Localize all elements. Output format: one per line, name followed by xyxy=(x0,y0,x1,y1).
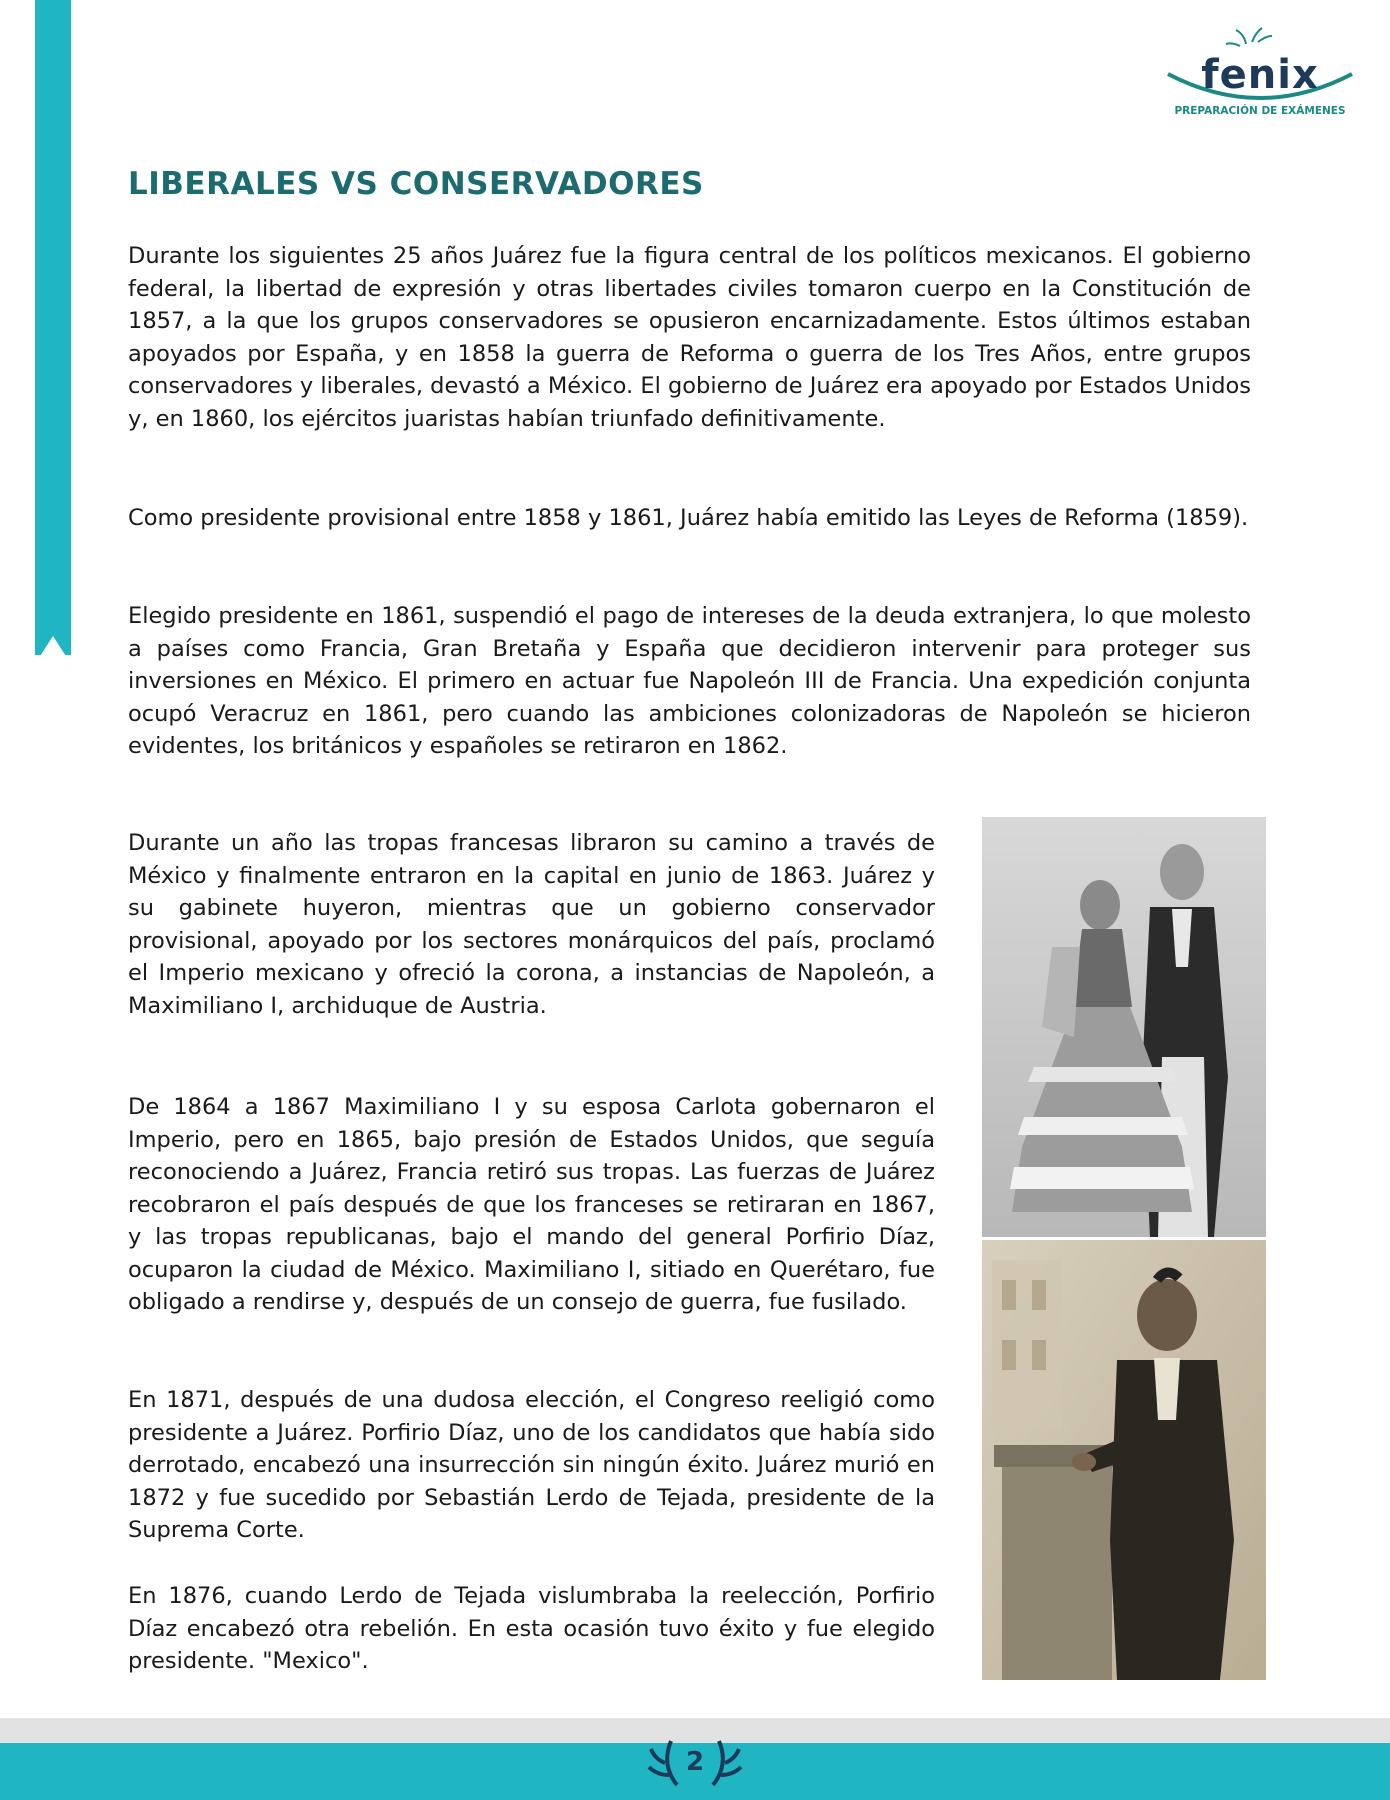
paragraph-5: De 1864 a 1867 Maximiliano I y su esposa Carlota gobernaron el Imperio, pero en 1865, bajo presión de Estados Unidos, que seguía reconociendo a Juárez, Francia retiró sus tropas. Las fuerzas de Juárez recobraron el país después de que los franceses se retiraran en 1867, y las tropas republicanas, bajo el mando del general Porfirio Díaz, ocuparon la ciudad de México. Maximiliano I, sitiado en Querétaro, fue obligado a rendirse y, después de un consejo de guerra, fue fusilado. xyxy=(128,1094,935,1315)
logo-name: fenix xyxy=(1201,52,1319,98)
photo-juarez-portrait xyxy=(982,1240,1266,1680)
paragraph-7: En 1876, cuando Lerdo de Tejada vislumbraba la reelección, Porfirio Díaz encabezó otra rebelión. En esta ocasión tuvo éxito y fue elegido presidente. "Mexico". xyxy=(128,1583,935,1674)
paragraph-3: Elegido presidente en 1861, suspendió el pago de intereses de la deuda extranjera, lo que molesto a países como Francia, Gran Bretaña y España que decidieron intervenir para proteger sus inversiones en México. El primero en actuar fue Napoleón III de Francia. Una expedición conjunta ocupó Veracruz en 1861, pero cuando las ambiciones colonizadoras de Napoleón se hicieron evidentes, los británicos y españoles se retiraron en 1862. xyxy=(128,603,1251,759)
paragraph-6: En 1871, después de una dudosa elección, el Congreso reeligió como presidente a Juárez. Porfirio Díaz, uno de los candidatos que había sido derrotado, encabezó una insurrección sin ningún éxito. Juárez murió en 1872 y fue sucedido por Sebastián Lerdo de Tejada, presidente de la Suprema Corte. xyxy=(128,1387,935,1543)
logo xyxy=(1160,22,1360,122)
paragraph-2: Como presidente provisional entre 1858 y 1861, Juárez había emitido las Leyes de Reforma (1859). xyxy=(128,505,1249,531)
side-label: HISTORIA DE MÉXICO – AULA UNIVERSIDAD xyxy=(78,58,98,462)
page-number-badge xyxy=(635,1725,755,1800)
paragraph-4: Durante un año las tropas francesas libraron su camino a través de México y finalmente entraron en la capital en junio de 1863. Juárez y su gabinete huyeron, mientras que un gobierno conservador provisional, apoyado por los sectores monárquicos del país, proclamó el Imperio mexicano y ofreció la corona, a instancias de Napoleón, a Maximiliano I, archiduque de Austria. xyxy=(128,830,935,1019)
page-number: 2 xyxy=(685,1747,705,1777)
page-title: LIBERALES VS CONSERVADORES xyxy=(128,166,704,202)
paragraph-1: Durante los siguientes 25 años Juárez fue la figura central de los políticos mexicanos. El gobierno federal, la libertad de expresión y otras libertades civiles tomaron cuerpo en la Constitución de 1857, a la que los grupos conservadores se opusieron encarnizadamente. Estos últimos estaban apoyados por España, y en 1858 la guerra de Reforma o guerra de los Tres Años, entre grupos conservadores y liberales, devastó a México. El gobierno de Juárez era apoyado por Estados Unidos y, en 1860, los ejércitos juaristas habían triunfado definitivamente. xyxy=(128,243,1251,432)
side-arrow-icon xyxy=(35,636,71,664)
side-band xyxy=(35,0,98,655)
photo-couple-portrait xyxy=(982,817,1266,1237)
logo-subtitle: PREPARACIÓN DE EXÁMENES xyxy=(1174,105,1346,117)
